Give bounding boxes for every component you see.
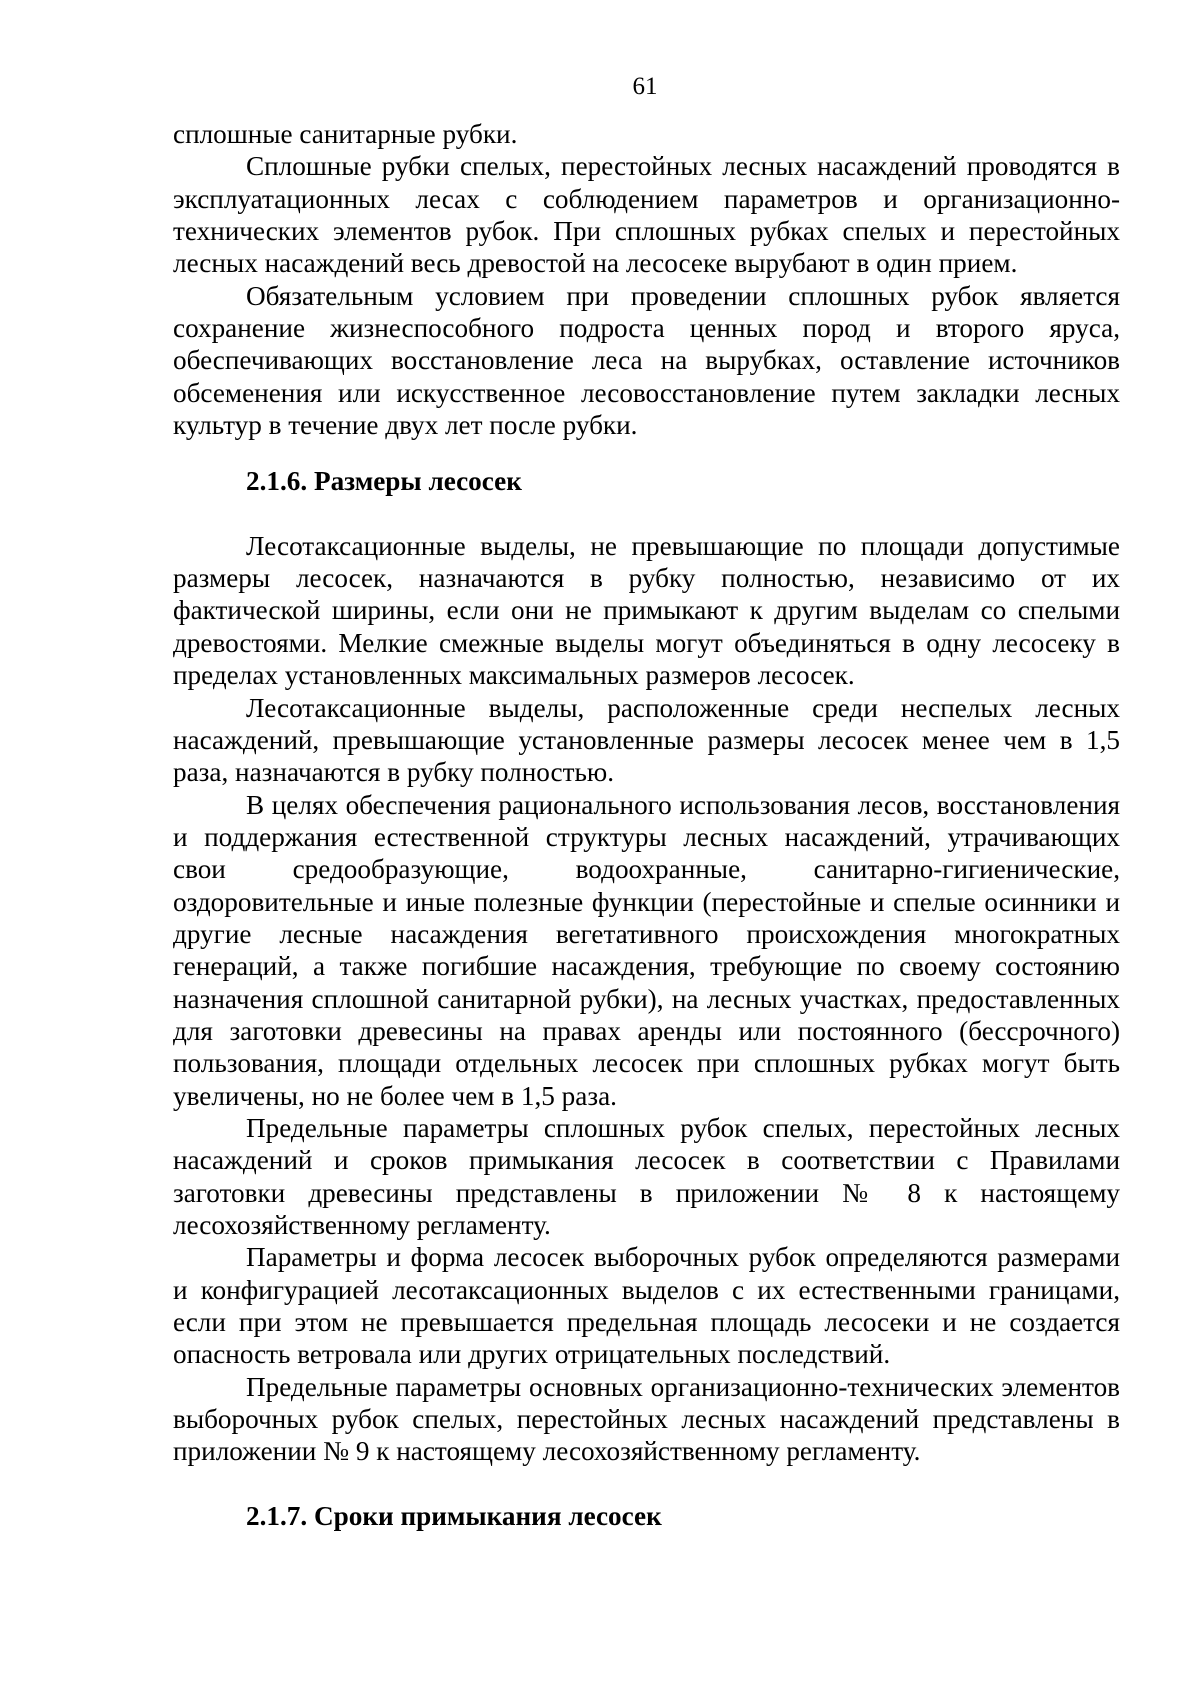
paragraph-continuation: сплошные санитарные рубки.: [173, 119, 518, 149]
paragraph: Сплошные рубки спелых, перестойных лесных насаждений проводятся в эксплуатационных лесах с соблюдением параметров и организационно-технических элементов рубок. При сплошных рубках спелых и перестойных лесных насаждений весь древостой на лесосеке вырубают в один прием.: [173, 151, 1120, 279]
paragraph: В целях обеспечения рационального использования лесов, восстановления и поддержания естественной структуры лесных насаждений, утрачивающих свои средообразующие, водоохранные, санитарно-гигиенические, оздоровительные и иные полезные функции (перестойные и спелые осинники и другие лесные насаждения вегетативного происхождения многократных генераций, а также погибшие насаждения, требующие по своему состоянию назначения сплошной санитарной рубки), на лесных участках, предоставленных для заготовки древесины на правах аренды или постоянного (бессрочного) пользования, площади отдельных лесосек при сплошных рубках могут быть увеличены, но не более чем в 1,5 раза.: [173, 789, 1120, 1111]
paragraph: Предельные параметры основных организационно-технических элементов выборочных рубок спелых, перестойных лесных насаждений представлены в приложении № 9 к настоящему лесохозяйственному регламенту.: [173, 1371, 1120, 1467]
paragraph: Предельные параметры сплошных рубок спелых, перестойных лесных насаждений и сроков примыкания лесосек в соответствии с Правилами заготовки древесины представлены в приложении № 8 к настоящему лесохозяйственному регламенту.: [173, 1112, 1120, 1240]
page-number: 61: [632, 73, 658, 100]
section-heading: 2.1.6. Размеры лесосек: [246, 466, 522, 497]
paragraph: Лесотаксационные выделы, не превышающие по площади допустимые размеры лесосек, назначаются в рубку полностью, независимо от их фактической ширины, если они не примыкают к другим выделам со спелыми древостоями. Мелкие смежные выделы могут объединяться в одну лесосеку в пределах установленных максимальных размеров лесосек.: [173, 530, 1120, 691]
paragraph: Обязательным условием при проведении сплошных рубок является сохранение жизнеспособного подроста ценных пород и второго яруса, обеспечивающих восстановление леса на вырубках, оставление источников обсеменения или искусственное лесовосстановление путем закладки лесных культур в течение двух лет после рубки.: [173, 280, 1120, 441]
paragraph: Лесотаксационные выделы, расположенные среди неспелых лесных насаждений, превышающие установленные размеры лесосек менее чем в 1,5 раза, назначаются в рубку полностью.: [173, 692, 1120, 788]
paragraph: Параметры и форма лесосек выборочных рубок определяются размерами и конфигурацией лесотаксационных выделов с их естественными границами, если при этом не превышается предельная площадь лесосеки и не создается опасность ветровала или других отрицательных последствий.: [173, 1242, 1120, 1370]
document-body: [173, 118, 1120, 1532]
section-heading: 2.1.7. Сроки примыкания лесосек: [246, 1500, 662, 1531]
